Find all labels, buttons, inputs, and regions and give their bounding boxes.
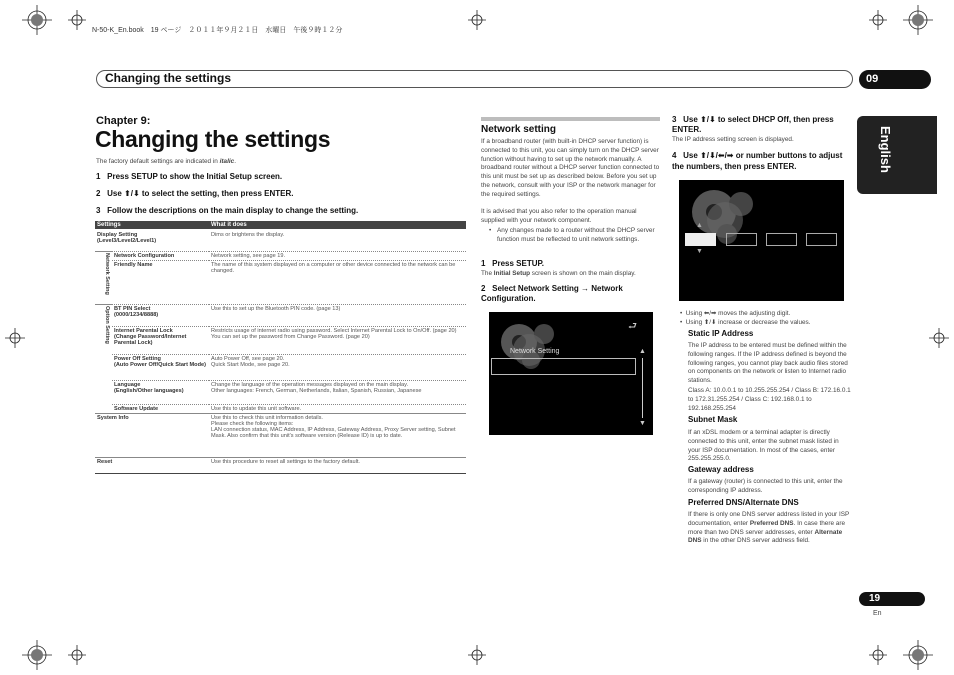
left-step-3: 3 Follow the descriptions on the main display to change the setting. [96, 206, 359, 215]
table-header-what: What it does [209, 221, 466, 229]
right-step-4: 4 Use ⬆/⬇/⬅/➡ or number buttons to adjust the numbers, then press ENTER. [672, 151, 843, 171]
network-title: Network setting [481, 124, 557, 135]
network-bullet: Any changes made to a router without the DHCP server function must be reflected to unit network settings. [497, 227, 655, 243]
bullet-dot: • [489, 227, 492, 234]
page-number: 19 [859, 592, 925, 606]
ip-screen [679, 180, 844, 301]
static-ip-para-1: The IP address to be entered must be defined within the following ranges. If the IP address defined is beyond the following ranges, you cannot play back audio files stored on components on the network or listen to Internet radio stations. [688, 342, 848, 385]
header-title: Changing the settings [105, 71, 231, 85]
intro-text: The factory default settings are indicated in italic. [96, 158, 236, 165]
scroll-up-icon: ▲ [639, 348, 646, 355]
page-title: Changing the settings [95, 126, 331, 152]
screen-selection-box [491, 358, 636, 375]
mid-step-2: 2 Select Network Setting → Network Configuration. [481, 284, 623, 303]
subnet-para: If an xDSL modem or a terminal adapter is directly connected to this unit, enter the subnet mask listed in your ISP documentation. In most of the cases, enter 255.255.255.0. [688, 429, 839, 463]
language-tab [857, 116, 937, 194]
table-row: System Info Use this to check this unit information details. Please check the following items: LAN connection status, MAC Address, IP Address, Gateway Address, Proxy Server setting, Subnet Mask. Also confirm that this unit's software version (Release ID) is up to date. [95, 413, 466, 457]
print-header: N-50-K_En.book 19 ページ ２０１１年９月２１日 水曜日 午後９時１２分 [92, 27, 343, 34]
right-bullet-2: • Using ⬆/⬇ increase or decrease the values. [680, 319, 811, 326]
static-ip-para-2: Class A: 10.0.0.1 to 10.255.255.254 / Class B: 172.16.0.1 to 172.31.255.254 / Class C: 192.168.0.1 to 192.168.255.254 [688, 387, 851, 412]
left-step-2: 2 Use ⬆/⬇ to select the setting, then press ENTER. [96, 189, 294, 198]
ip-field-4 [806, 233, 837, 246]
right-step-3: 3 Use ⬆/⬇ to select DHCP Off, then press ENTER. [672, 115, 834, 134]
section-rule [481, 117, 660, 121]
screen-menu-label: Network Setting [510, 348, 560, 355]
table-row: Display Setting (Level3/Level2/Level1) Dims or brightens the display. [97, 232, 285, 244]
table-row: Internet Parental Lock (Change Password/Internet Parental Lock) Restricts usage of internet radio using password. Select Internet Parental Lock to On/Off. (page 20) You can set up the password from Change Password. (page 20) [95, 326, 466, 354]
group-label-option: Option Setting [95, 304, 112, 413]
scroll-down-icon: ▼ [639, 420, 646, 427]
ip-field-2 [726, 233, 757, 246]
ip-field-1 [685, 233, 716, 246]
gateway-title: Gateway address [688, 465, 754, 474]
table-row: Friendly Name The name of this system displayed on a computer or other device connected to the network can be changed. [95, 260, 466, 304]
left-step-1: 1 Press SETUP to show the Initial Setup screen. [96, 172, 283, 181]
table-row: Option Setting BT PIN Select (0000/1234/8888) Use this to set up the Bluetooth PIN code. (page 13) [95, 304, 466, 326]
chapter-label: Chapter 9: [96, 115, 151, 127]
dns-title: Preferred DNS/Alternate DNS [688, 498, 799, 507]
table-row: Language (English/Other languages) Change the language of the operation messages displayed on the main display. Other languages: French, German, Netherlands, Italian, Spanish, Russian, Japanese [95, 380, 466, 404]
mid-step-1: 1 Press SETUP. [481, 259, 545, 268]
footer-lang: En [873, 610, 882, 617]
gateway-para: If a gateway (router) is connected to this unit, enter the corresponding IP address. [688, 478, 843, 494]
value-down-icon: ▼ [696, 248, 703, 255]
ip-field-3 [766, 233, 797, 246]
table-row: Power Off Setting (Auto Power Off/Quick Start Mode) Auto Power Off, see page 20. Quick Start Mode, see page 20. [95, 354, 466, 380]
dns-para: If there is only one DNS server address listed in your ISP documentation, enter Preferred DNS. In case there are more than two DNS server addresses, enter Alternate DNS in the other DNS server address field. [688, 511, 850, 545]
table-row: Reset Use this procedure to reset all settings to the factory default. [95, 457, 466, 473]
table-row: Network Setting Network Configuration Network setting, see page 19. [95, 251, 466, 260]
language-tab-label: English [878, 126, 893, 173]
static-ip-title: Static IP Address [688, 329, 754, 338]
table-header-settings: Settings [95, 221, 209, 229]
right-bullet-1: • Using ⬅/➡ moves the adjusting digit. [680, 310, 791, 317]
network-screen [489, 312, 653, 435]
mid-step-1-note: The Initial Setup screen is shown on the main display. [481, 270, 636, 277]
chapter-number-badge: 09 [859, 70, 931, 89]
scroll-track [642, 358, 643, 418]
table-row: Software Update Use this to update this unit software. [95, 404, 466, 413]
network-para-1: If a broadband router (with built-in DHCP server function) is connected to this unit, you can simply turn on the DHCP server function without having to set up the network manually. A broadband router without a DHCP server function connected to this unit must be set up as described below. Before you set up the network, consult with your ISP or the network manager for the required settings. [481, 138, 660, 198]
group-label-network: Network Setting [95, 251, 112, 304]
subnet-title: Subnet Mask [688, 415, 738, 424]
network-para-2: It is advised that you also refer to the operation manual supplied with your network component. [481, 208, 637, 224]
table-header-row [95, 221, 466, 229]
value-up-icon: ▲ [696, 222, 703, 229]
right-step-3-note: The IP address setting screen is displayed. [672, 136, 794, 143]
return-icon: ⮐ [628, 321, 637, 332]
settings-table [95, 221, 466, 474]
